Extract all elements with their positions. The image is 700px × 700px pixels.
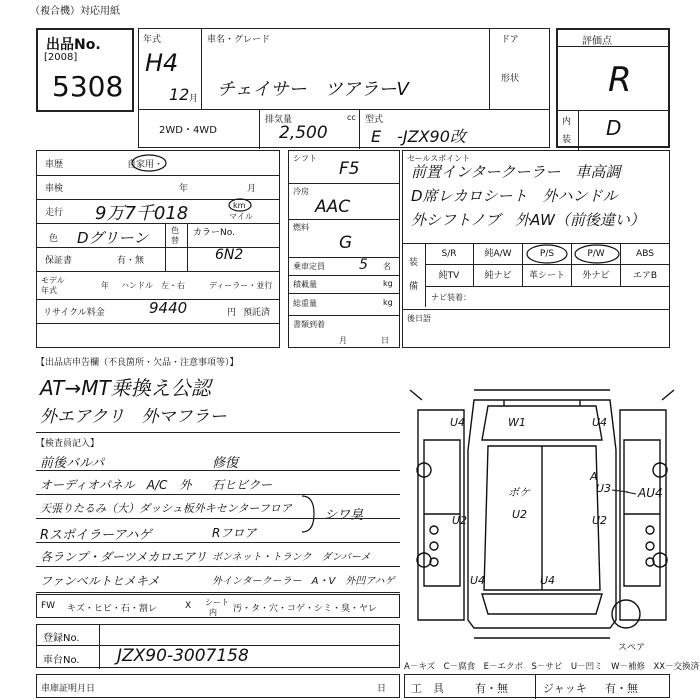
rear-label: 後日語 bbox=[407, 314, 431, 323]
warranty-label: 保証書 bbox=[45, 256, 73, 266]
sales-point-line-3: 外シフトノブ 外AW（前後違い） bbox=[411, 211, 645, 229]
au4-note: AU4 bbox=[638, 486, 663, 500]
fw-mark: X bbox=[185, 601, 192, 611]
lot-label: 出品No. bbox=[46, 37, 101, 53]
recycle-unit: 円 bbox=[227, 308, 237, 318]
load-unit: kg bbox=[383, 279, 393, 288]
reg-label: 登録No. bbox=[43, 633, 80, 644]
header-note: （複合機）対応用紙 bbox=[30, 6, 120, 17]
interior-label-2: 装 bbox=[562, 135, 572, 145]
fw-label: FW bbox=[41, 601, 56, 611]
color-value: Dグリーン bbox=[77, 229, 149, 247]
recycle-ticket: 預託済 bbox=[243, 308, 271, 318]
color-swap-1: 色 bbox=[171, 226, 179, 235]
chassis-label: 車台No. bbox=[43, 655, 80, 666]
color-no-label: カラーNo. bbox=[193, 228, 235, 238]
equip-leather: 革シート bbox=[523, 265, 572, 287]
model-label: 型式 bbox=[365, 115, 384, 125]
inspector-right-3: Rフロア bbox=[212, 526, 257, 540]
fw-row bbox=[36, 594, 400, 618]
tools-box bbox=[404, 674, 670, 698]
equipment-circle-marks bbox=[523, 243, 623, 265]
mark-w1-bonnet: W1 bbox=[508, 416, 526, 429]
weight-label: 総重量 bbox=[293, 299, 317, 308]
shape-label: 形状 bbox=[501, 74, 520, 84]
shift-label: シフト bbox=[293, 154, 317, 163]
door-label: ドア bbox=[501, 35, 519, 45]
chassis-value: JZX90-3007158 bbox=[117, 646, 249, 666]
inspection-year-unit: 年 bbox=[179, 184, 189, 194]
sales-point-line-1: 前置インタークーラー 車高調 bbox=[411, 163, 621, 181]
grade-label: 評価点 bbox=[582, 36, 612, 47]
mark-boke-roof: ボケ bbox=[508, 486, 530, 499]
navi-label: ナビ装着： bbox=[431, 293, 471, 302]
notes-label: 【出品店申告欄（不良箇所・欠品・注意事項等）】 bbox=[36, 358, 239, 368]
notes-line-2: 外エアクリ 外マフラー bbox=[40, 407, 227, 427]
displacement-unit: cc bbox=[347, 113, 356, 122]
model-year-label-2: 年式 bbox=[41, 286, 57, 295]
equip-airbag: エアB bbox=[621, 265, 669, 287]
inspector-bracket-note: シワ臭 bbox=[324, 508, 364, 523]
equip-navi: 純ナビ bbox=[474, 265, 523, 287]
left-spec-table bbox=[36, 150, 280, 348]
inspection-label: 車検 bbox=[45, 184, 64, 194]
bottom-reg-date bbox=[36, 674, 400, 698]
equip-ext-navi: 外ナビ bbox=[572, 265, 621, 287]
name-label: 車名・グレード bbox=[207, 35, 271, 45]
equip-aw: 純A/W bbox=[474, 243, 523, 265]
model-year-unit: 年 bbox=[101, 281, 109, 290]
mark-u2-right: U2 bbox=[592, 514, 608, 527]
mark-u4-rl: U4 bbox=[470, 574, 486, 587]
mileage-value: 9万7千018 bbox=[95, 203, 189, 224]
interior-value: D bbox=[606, 116, 622, 140]
equipment-label-2: 備 bbox=[409, 282, 419, 292]
inspector-left-3: 天張りたるみ（大）ダッシュ板外キセンターフロア bbox=[40, 502, 292, 515]
capacity-unit: 名 bbox=[383, 262, 391, 271]
inspector-bracket bbox=[300, 494, 320, 534]
mark-a-right: A bbox=[590, 470, 598, 483]
lot-year-tag: [2008] bbox=[44, 52, 78, 63]
mid-spec-table bbox=[288, 150, 400, 348]
damage-legend: A－キズ C－腐食 E－エクボ S－サビ U－凹ミ W－補修 XX－交換済 bbox=[404, 662, 700, 672]
grade-value: R bbox=[608, 60, 632, 100]
reg-date-label: 車庫証明月日 bbox=[41, 684, 96, 694]
inspection-month-unit: 月 bbox=[247, 184, 257, 194]
load-label: 積載量 bbox=[293, 280, 317, 289]
capacity-label: 乗車定員 bbox=[293, 262, 325, 271]
vehicle-info-box bbox=[138, 28, 550, 148]
inspector-label: 【検査員記入】 bbox=[36, 439, 100, 449]
tool-value: 有・無 bbox=[475, 682, 508, 695]
doc-month: 月 bbox=[339, 336, 347, 345]
notes-line-1: AT→MT乗換え公認 bbox=[40, 376, 211, 400]
month-unit: 月 bbox=[189, 94, 199, 104]
model-year-label-1: モデル bbox=[41, 276, 65, 285]
car-damage-diagram bbox=[404, 370, 700, 662]
color-swap-2: 替 bbox=[171, 236, 179, 245]
equip-tv: 純TV bbox=[425, 265, 474, 287]
mileage-label: 走行 bbox=[45, 208, 64, 218]
mark-u3-right: U3 bbox=[596, 482, 612, 495]
inspector-left-4: Rスポイラーアハゲ bbox=[40, 528, 152, 543]
sales-point-label: セールスポイント bbox=[407, 154, 471, 163]
displacement-label: 排気量 bbox=[265, 115, 293, 125]
mark-u4-rr: U4 bbox=[540, 574, 556, 587]
registration-box bbox=[36, 624, 400, 668]
inspector-left-5: 各ランプ・ダーツメカロエアリ bbox=[40, 550, 207, 564]
recycle-value: 9440 bbox=[149, 299, 188, 317]
model-value: E -JZX90改 bbox=[371, 127, 466, 146]
history-circle-mark bbox=[129, 153, 169, 173]
inspector-right-2: 石ヒビクー bbox=[212, 478, 273, 492]
grade-box bbox=[556, 28, 670, 148]
handle-options: 左・右 bbox=[161, 281, 185, 290]
dealer-label: ディーラー・並行 bbox=[209, 281, 273, 290]
sales-point-box bbox=[402, 150, 670, 348]
mark-u2-left: U2 bbox=[452, 514, 468, 527]
km-circle-mark bbox=[227, 197, 253, 213]
shift-value: F5 bbox=[339, 159, 360, 179]
displacement-value: 2,500 bbox=[279, 123, 328, 143]
recycle-label: リサイクル料金 bbox=[43, 308, 105, 318]
history-label: 車歴 bbox=[45, 160, 64, 170]
seat-label-1: シート bbox=[205, 598, 229, 607]
ac-value: AAC bbox=[315, 197, 351, 217]
equip-abs: ABS bbox=[621, 243, 669, 265]
spare-label: スペア bbox=[618, 643, 646, 653]
mark-u2-roof: U2 bbox=[512, 508, 528, 521]
mark-u4-fr: U4 bbox=[592, 416, 608, 429]
mileage-unit-km: km bbox=[233, 201, 246, 210]
mark-u4-fl: U4 bbox=[450, 416, 466, 429]
inspector-left-2: オーディオパネル A/C 外 bbox=[40, 478, 192, 492]
color-label: 色 bbox=[49, 234, 59, 244]
lot-number: 5308 bbox=[52, 70, 124, 103]
equip-sr: S/R bbox=[425, 243, 474, 265]
history-options: 自家用・ bbox=[127, 160, 164, 170]
sales-point-line-2: D席レカロシート 外ハンドル bbox=[411, 187, 618, 205]
equipment-label-1: 装 bbox=[409, 258, 419, 268]
jack-value: 有・無 bbox=[605, 682, 638, 695]
seat-label-2: 内 bbox=[209, 608, 217, 617]
inspector-left-6: ファンベルトヒメキメ bbox=[40, 574, 160, 588]
warranty-options: 有・無 bbox=[117, 256, 145, 266]
inspector-left-1: 前後バルパ bbox=[40, 456, 105, 471]
jack-label: ジャッキ bbox=[543, 682, 587, 695]
fw-items: キズ・ヒビ・石・割レ bbox=[67, 604, 157, 614]
inspector-right-5: 外インタークーラー A・V 外凹アハゲ bbox=[212, 576, 395, 587]
interior-label-1: 内 bbox=[562, 117, 572, 127]
doc-day: 日 bbox=[381, 336, 389, 345]
reg-date-unit: 日 bbox=[377, 684, 387, 694]
weight-unit: kg bbox=[383, 298, 393, 307]
seat-items: 汚・タ・穴・コゲ・シミ・臭・ヤレ bbox=[233, 604, 377, 614]
capacity-value: 5 bbox=[359, 257, 368, 273]
inspector-right-4: ボンネット・トランク ダンパーメ bbox=[212, 552, 371, 563]
mileage-unit-mile: マイル bbox=[229, 212, 253, 221]
drive-label: 2WD・4WD bbox=[159, 125, 217, 136]
ac-label: 冷房 bbox=[293, 187, 309, 196]
handle-label: ハンドル bbox=[121, 281, 153, 290]
doc-label: 書類到着 bbox=[293, 320, 325, 329]
lot-number-box bbox=[36, 28, 134, 112]
name-value: チェイサー ツアラーV bbox=[217, 79, 409, 100]
color-no-value: 6N2 bbox=[215, 247, 244, 263]
year-value: H4 bbox=[145, 49, 179, 77]
equip-ps: P/S bbox=[523, 243, 572, 265]
tool-label: 工 具 bbox=[411, 682, 444, 695]
fuel-value: G bbox=[339, 233, 353, 253]
year-label: 年式 bbox=[143, 35, 162, 45]
fuel-label: 燃料 bbox=[293, 223, 309, 232]
inspector-right-1: 修復 bbox=[212, 456, 239, 471]
month-value: 12 bbox=[169, 85, 190, 104]
equip-pw: P/W bbox=[572, 243, 621, 265]
